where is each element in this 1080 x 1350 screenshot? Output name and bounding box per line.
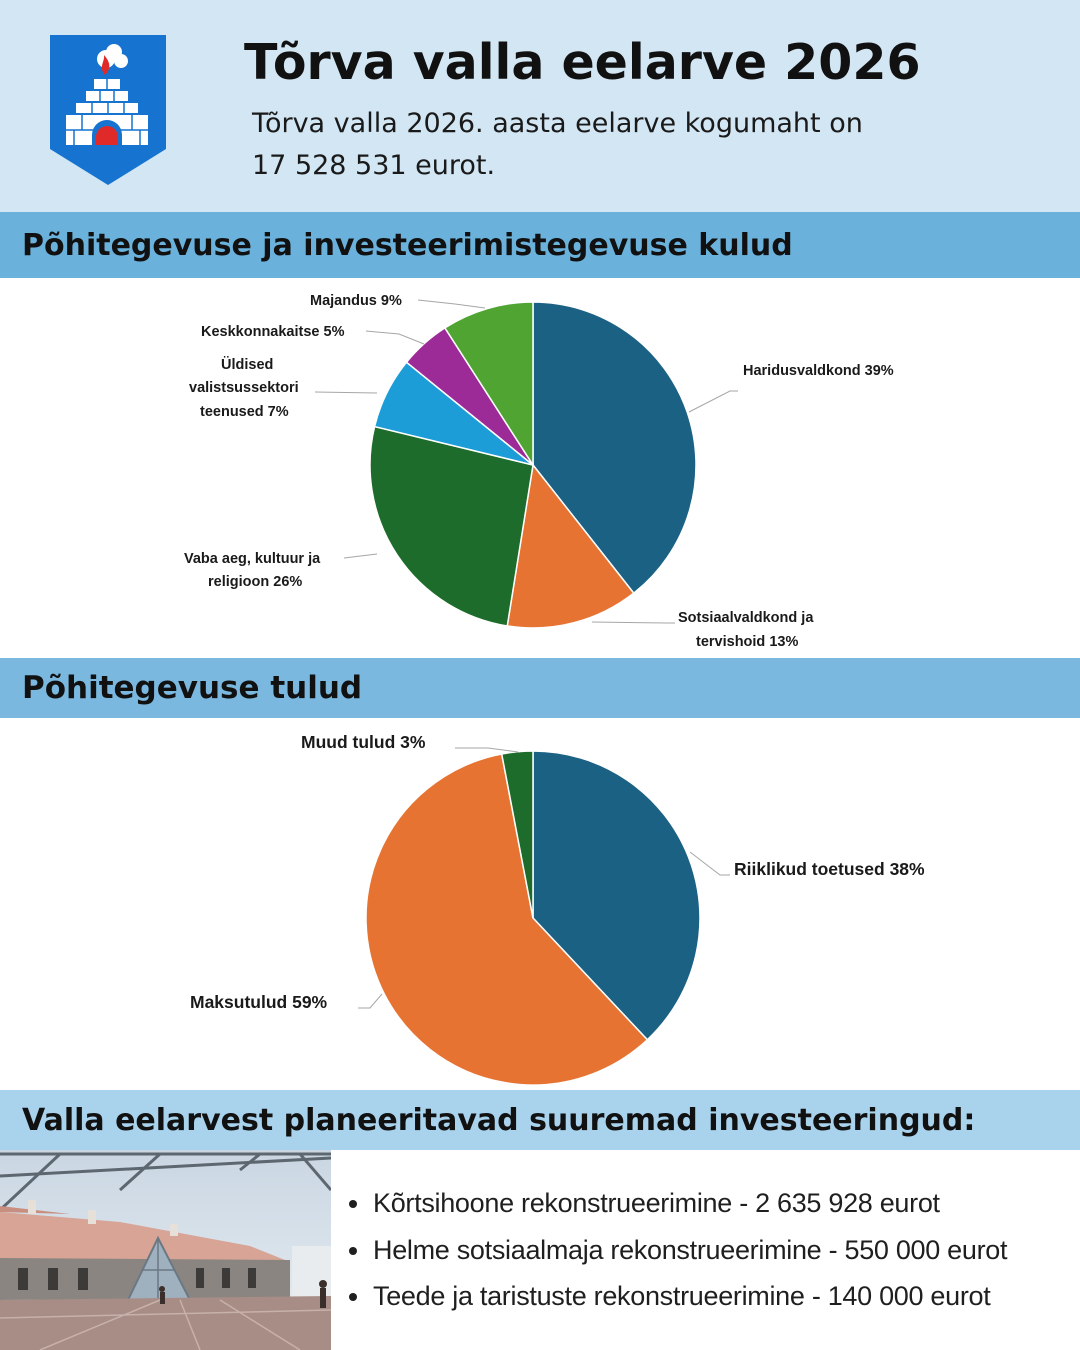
pie1-label-kesk: Keskkonnakaitse 5%: [201, 324, 345, 340]
expenses-section-title: Põhitegevuse ja investeerimistegevuse kulud: [0, 212, 1080, 278]
revenue-pie-chart: [0, 718, 1080, 1090]
pie1-label-yld-3: teenused 7%: [200, 404, 289, 420]
pie1-label-haridus: Haridusvaldkond 39%: [743, 363, 894, 379]
building-rendering-image: [0, 1150, 331, 1350]
pie1-label-vaba-2: religioon 26%: [208, 574, 303, 590]
pie1-label-yld-1: Üldised: [221, 357, 274, 373]
torva-coat-of-arms-icon: [48, 33, 168, 187]
pie2-label-maks: Maksutulud 59%: [190, 992, 328, 1012]
page-title: Tõrva valla eelarve 2026: [244, 34, 921, 91]
list-item: [345, 1227, 1007, 1274]
bullet-dot-icon: [349, 1293, 357, 1301]
pie2-label-riik: Riiklikud toetused 38%: [734, 859, 925, 879]
pie1-label-sots-1: Sotsiaalvaldkond ja: [678, 610, 814, 626]
bullet-dot-icon: [349, 1247, 357, 1255]
list-item: [345, 1273, 1007, 1320]
budget-total-line-2: 17 528 531 eurot.: [252, 150, 496, 181]
header: [0, 0, 1080, 212]
bullet-dot-icon: [349, 1200, 357, 1208]
investment-text: Teede ja taristuste rekonstrueerimine - 140 000 eurot: [373, 1281, 991, 1311]
investment-text: Helme sotsiaalmaja rekonstrueerimine - 550 000 eurot: [373, 1234, 1008, 1265]
pie1-label-sots-2: tervishoid 13%: [696, 634, 799, 650]
pie2-label-muud: Muud tulud 3%: [301, 732, 426, 752]
pie1-label-vaba-1: Vaba aeg, kultuur ja: [184, 551, 321, 567]
list-item: [345, 1180, 1007, 1227]
revenue-section-title: Põhitegevuse tulud: [0, 658, 1080, 718]
expenses-pie-chart: [0, 278, 1080, 658]
investments-list: [345, 1180, 1007, 1320]
pie1-label-maj: Majandus 9%: [310, 293, 402, 309]
investments-section-title: Valla eelarvest planeeritavad suuremad investeeringud:: [0, 1090, 1080, 1150]
budget-total-line-1: Tõrva valla 2026. aasta eelarve kogumaht on: [252, 108, 863, 139]
investment-text: Kõrtsihoone rekonstrueerimine - 2 635 928 eurot: [373, 1188, 940, 1218]
pie1-label-yld-2: valistsussektori: [189, 380, 299, 396]
